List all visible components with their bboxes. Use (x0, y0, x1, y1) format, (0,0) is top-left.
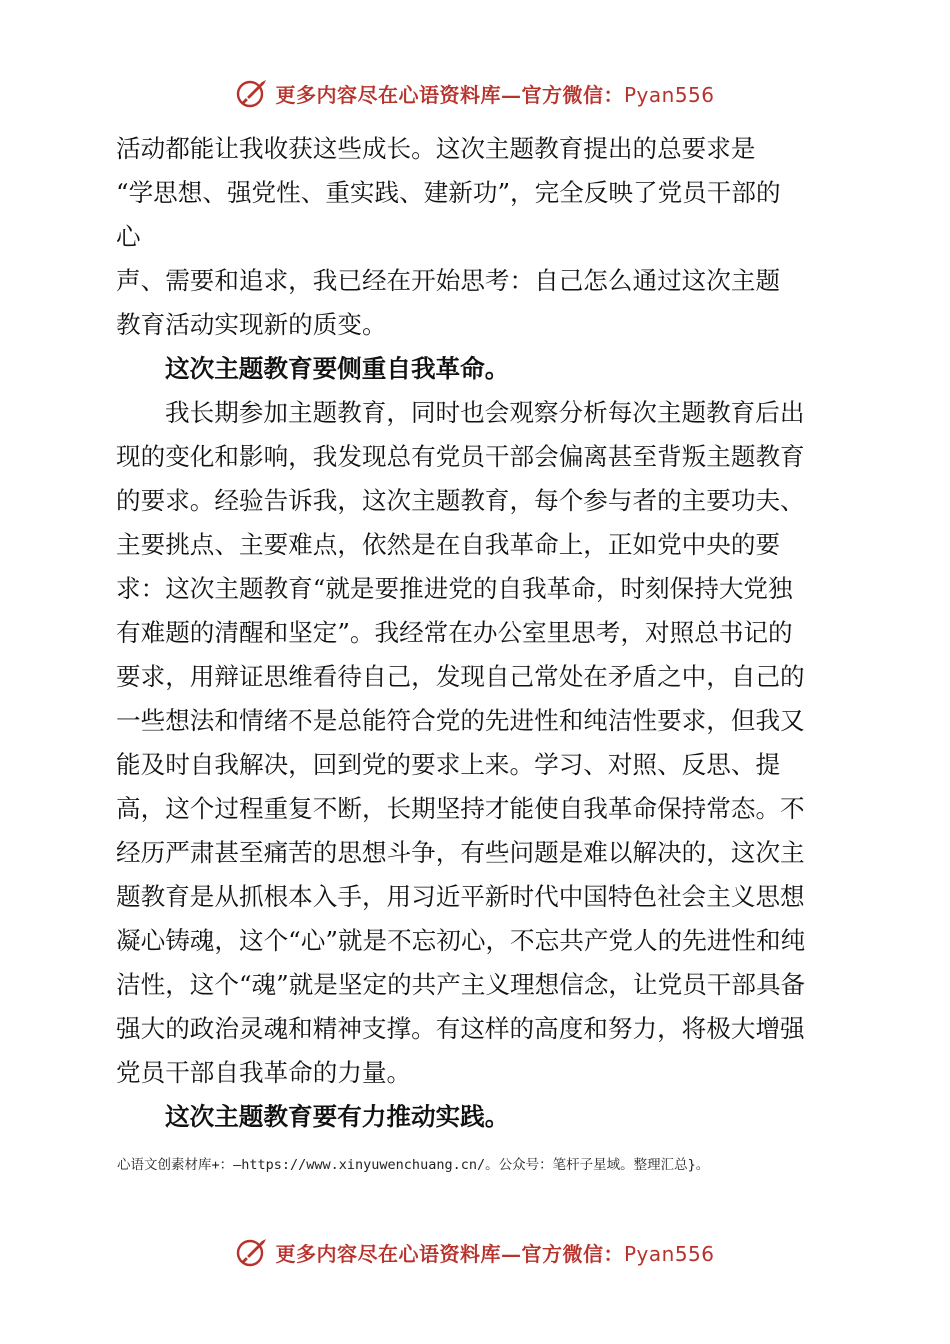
body-line: 要求，用辩证思维看待自己，发现自己常处在矛盾之中，自己的 (116, 662, 805, 691)
body-line: 主要挑点、主要难点，依然是在自我革命上，正如党中央的要 (116, 530, 781, 559)
body-line: 的要求。经验告诉我，这次主题教育，每个参与者的主要功夫、 (116, 486, 805, 515)
body-line: 我长期参加主题教育，同时也会观察分析每次主题教育后出 (165, 398, 805, 427)
body-line: 凝心铸魂，这个“心”就是不忘初心，不忘共产党人的先进性和纯 (116, 926, 806, 955)
pen-logo-icon (235, 76, 269, 110)
banner-text (275, 1238, 714, 1267)
body-line: 心 (116, 222, 141, 251)
body-line: “学思想、强党性、重实践、建新功”，完全反映了党员干部的 (116, 178, 781, 207)
banner-main-text: 更多内容尽在心语资料库—官方微信： (275, 1241, 624, 1266)
banner-main-text: 更多内容尽在心语资料库—官方微信： (275, 82, 624, 107)
banner-wechat-id: Pyan556 (623, 1241, 715, 1266)
body-line: 求：这次主题教育“就是要推进党的自我革命，时刻保持大党独 (116, 574, 793, 603)
body-line: 洁性，这个“魂”就是坚定的共产主义理想信念，让党员干部具备 (116, 970, 806, 999)
banner-wechat-id: Pyan556 (623, 82, 715, 107)
body-line: 活动都能让我收获这些成长。这次主题教育提出的总要求是 (116, 134, 756, 163)
body-line: 强大的政治灵魂和精神支撑。有这样的高度和努力，将极大增强 (116, 1014, 805, 1043)
body-line: 现的变化和影响，我发现总有党员干部会偏离甚至背叛主题教育 (116, 442, 805, 471)
header-banner (0, 71, 950, 115)
body-line: 声、需要和追求，我已经在开始思考：自己怎么通过这次主题 (116, 266, 781, 295)
body-line: 题教育是从抓根本入手，用习近平新时代中国特色社会主义思想 (116, 882, 805, 911)
footer-banner (0, 1230, 950, 1274)
body-line: 能及时自我解决，回到党的要求上来。学习、对照、反思、提 (116, 750, 781, 779)
body-line: 一些想法和情绪不是总能符合党的先进性和纯洁性要求，但我又 (116, 706, 805, 735)
source-footnote: 心语文创素材库+：—https://www.xinyuwenchuang.cn/。公众号：笔杆子星域。整理汇总}。 (117, 1157, 710, 1173)
body-line: 有难题的清醒和坚定”。我经常在办公室里思考，对照总书记的 (116, 618, 793, 647)
pen-logo-icon (235, 1235, 269, 1269)
section-heading: 这次主题教育要侧重自我革命。 (165, 354, 510, 383)
body-line: 经历严肃甚至痛苦的思想斗争，有些问题是难以解决的，这次主 (116, 838, 805, 867)
document-body (116, 127, 832, 1139)
body-line: 党员干部自我革命的力量。 (116, 1058, 412, 1087)
body-line: 高，这个过程重复不断，长期坚持才能使自我革命保持常态。不 (116, 794, 805, 823)
banner-text (275, 79, 714, 108)
body-line: 教育活动实现新的质变。 (116, 310, 387, 339)
section-heading: 这次主题教育要有力推动实践。 (165, 1102, 510, 1131)
